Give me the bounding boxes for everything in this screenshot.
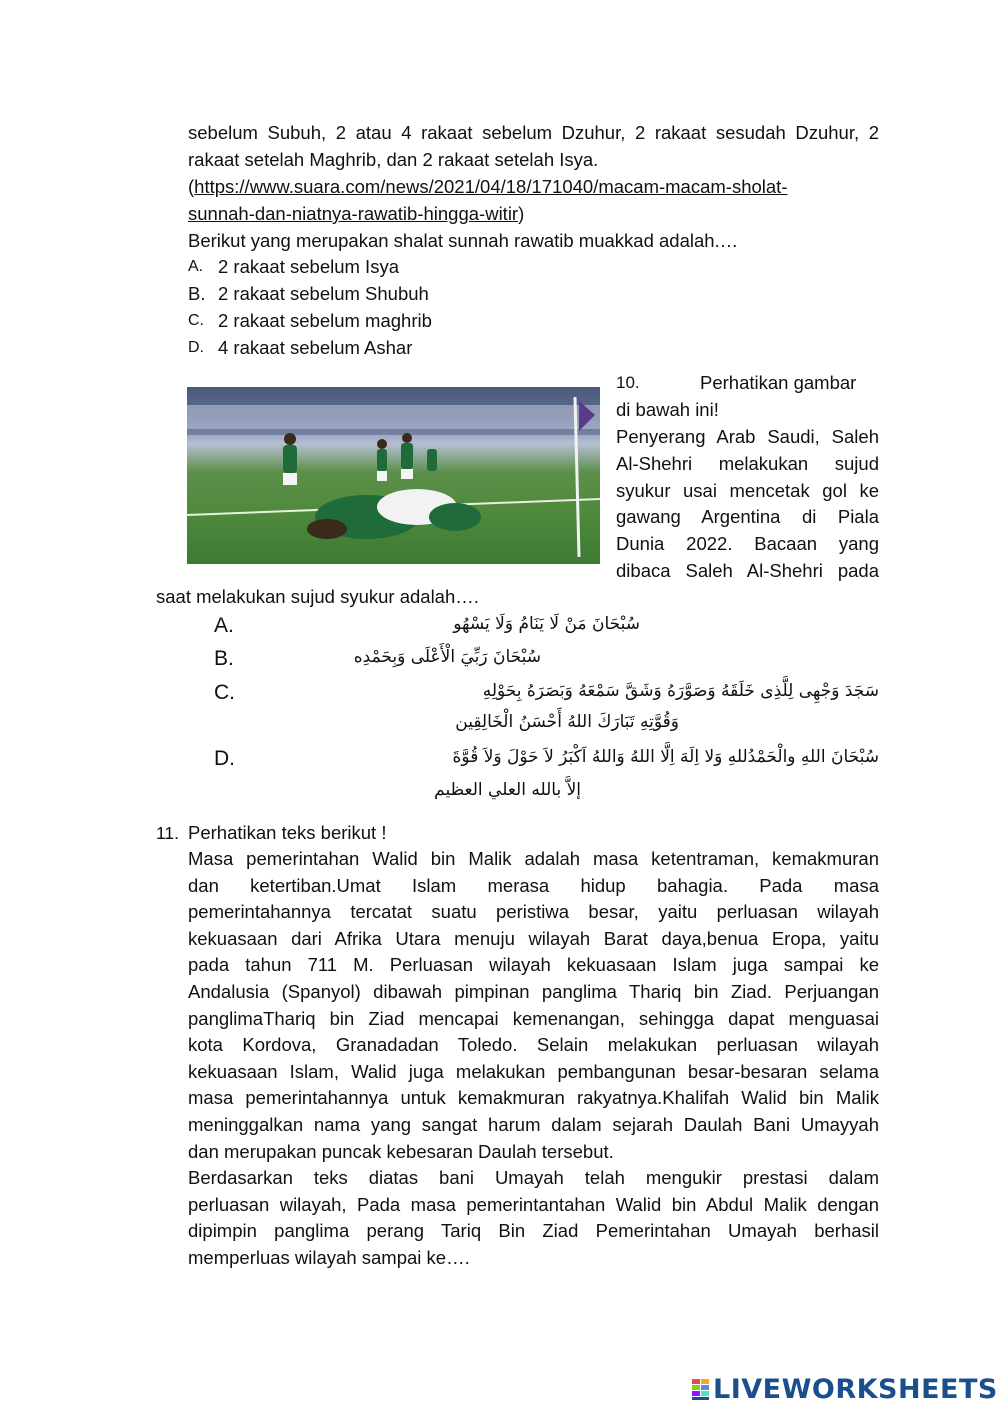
q10-option-c-letter: C. (214, 681, 235, 704)
football-photo (187, 387, 600, 564)
q9-option-c-letter: C. (188, 312, 204, 329)
liveworksheets-logo-icon (692, 1379, 710, 1401)
q10-line-5: syukur usai mencetak gol ke (616, 480, 879, 501)
q11-para1-line-6: Andalusia (Spanyol) dibawah pimpinan panglima Thariq bin Ziad. Perjuangan (188, 981, 879, 1002)
q11-para1-line-5: pada tahun 711 M. Perluasan wilayah kekuasaan Islam juga sampai ke (188, 954, 879, 975)
q9-option-b-letter: B. (188, 283, 206, 304)
q11-para1-line-2: dan ketertiban.Umat Islam merasa hidup bahagia. Pada masa (188, 875, 879, 896)
intro-line-2: rakaat setelah Maghrib, dan 2 rakaat setelah Isya. (188, 149, 599, 170)
q11-para1-line-12: dan merupakan puncak kebesaran Daulah tersebut. (188, 1141, 614, 1162)
q9-option-c[interactable]: 2 rakaat sebelum maghrib (218, 310, 432, 331)
q10-number: 10. (616, 373, 640, 392)
q9-option-a-letter: A. (188, 258, 204, 275)
source-link[interactable]: https://www.suara.com/news/2021/04/18/171040/macam-macam-sholat- (194, 176, 788, 197)
q10-line-1: Perhatikan gambar (700, 372, 857, 393)
q11-para1-line-8: kota Kordova, Granadadan Toledo. Selain melakukan perluasan wilayah (188, 1034, 879, 1055)
q11-para2-line-3: dipimpin panglima perang Tariq Bin Ziad Pemerintahan Umayah berhasil (188, 1220, 879, 1241)
q11-number: 11. (156, 823, 180, 843)
q10-line-8: dibaca Saleh Al-Shehri pada (616, 560, 879, 581)
q10-line-2: di bawah ini! (616, 399, 719, 420)
intro-line-1: sebelum Subuh, 2 atau 4 rakaat sebelum Dzuhur, 2 rakaat sesudah Dzuhur, 2 (188, 122, 879, 143)
q11-para1-line-7: panglimaThariq bin Ziad mencapai kemenangan, sehingga dapat menguasai (188, 1008, 879, 1029)
football-photo-illustration (187, 387, 600, 564)
q10-option-c-cont: وَقُوَّتِهِ تَبَارَكَ اللهُ أَحْسَنُ الْخَالِقِين (455, 712, 679, 732)
q11-para1-line-1: Masa pemerintahan Walid bin Malik adalah masa ketentraman, kemakmuran (188, 848, 879, 869)
q11-para2-line-4: memperluas wilayah sampai ke…. (188, 1247, 470, 1268)
source-citation-cont (188, 201, 524, 228)
q10-option-d-letter: D. (214, 747, 235, 770)
q10-line-4: Al-Shehri melakukan sujud (616, 453, 879, 474)
q9-option-b[interactable]: 2 rakaat sebelum Shubuh (218, 283, 429, 304)
q11-para1-line-10: masa pemerintahannya untuk kemakmuran rakyatnya.Khalifah Walid bin Malik (188, 1087, 879, 1108)
q11-para1-line-4: kekuasaan dari Afrika Utara menuju wilayah Barat daya,benua Eropa, yaitu (188, 928, 879, 949)
liveworksheets-logo[interactable]: LIVEWORKSHEETS (713, 1374, 998, 1405)
paren-close: ) (518, 203, 525, 224)
q10-option-d-cont: إلاَّ بالله العلي العظيم (434, 780, 581, 800)
q10-option-d[interactable]: سُبْحَانَ اللهِ والْحَمْدُللهِ وَلا اِلَهَ اِلَّا اللهُ وَاللهُ اَكْبَرُ لاَ حَوْلَ وَلاَ قُوَّةَ (452, 747, 879, 767)
q11-para1-line-11: meninggalkan nama yang sangat harum dalam sejarah Daulah Bani Umayyah (188, 1114, 879, 1135)
q9-option-a[interactable]: 2 rakaat sebelum Isya (218, 256, 399, 277)
q10-line-9: saat melakukan sujud syukur adalah…. (156, 586, 479, 607)
q11-title: Perhatikan teks berikut ! (188, 822, 387, 843)
source-citation (188, 174, 787, 201)
q11-para2-line-2: perluasan wilayah, Pada masa pemerintantahan Walid bin Abdul Malik dengan (188, 1194, 879, 1215)
q10-line-6: gawang Argentina di Piala (616, 506, 879, 527)
paren-open: ( (188, 176, 195, 197)
q10-option-b[interactable]: سُبْحَانَ رَبِّيَ الْأَعْلَى وَبِحَمْدِه (353, 647, 541, 667)
q9-question: Berikut yang merupakan shalat sunnah rawatib muakkad adalah.… (188, 230, 739, 251)
q9-option-d[interactable]: 4 rakaat sebelum Ashar (218, 337, 413, 358)
q11-para2-line-1: Berdasarkan teks diatas bani Umayah telah mengukir prestasi dalam (188, 1167, 879, 1188)
q10-option-a[interactable]: سُبْحَانَ مَنْ لَا يَنَامُ وَلَا يَسْهُو (453, 614, 640, 634)
source-link-cont[interactable]: sunnah-dan-niatnya-rawatib-hingga-witir (188, 203, 519, 224)
q10-line-7: Dunia 2022. Bacaan yang (616, 533, 879, 554)
q11-para1-line-9: kekuasaan Islam, Walid juga melakukan pembangunan besar-besaran selama (188, 1061, 879, 1082)
q11-para1-line-3: pemerintahannya tercatat suatu peristiwa besar, yaitu perluasan wilayah (188, 901, 879, 922)
q10-option-b-letter: B. (214, 647, 234, 670)
q10-line-3: Penyerang Arab Saudi, Saleh (616, 426, 879, 447)
q9-option-d-letter: D. (188, 339, 204, 356)
q10-option-a-letter: A. (214, 614, 234, 637)
q10-option-c[interactable]: سَجَدَ وَجْهِى لِلَّذِى خَلَقَهُ وَصَوَّرَهُ وَشَقَّ سَمْعَهُ وَبَصَرَهُ بِحَوْلِهِ (482, 681, 879, 701)
